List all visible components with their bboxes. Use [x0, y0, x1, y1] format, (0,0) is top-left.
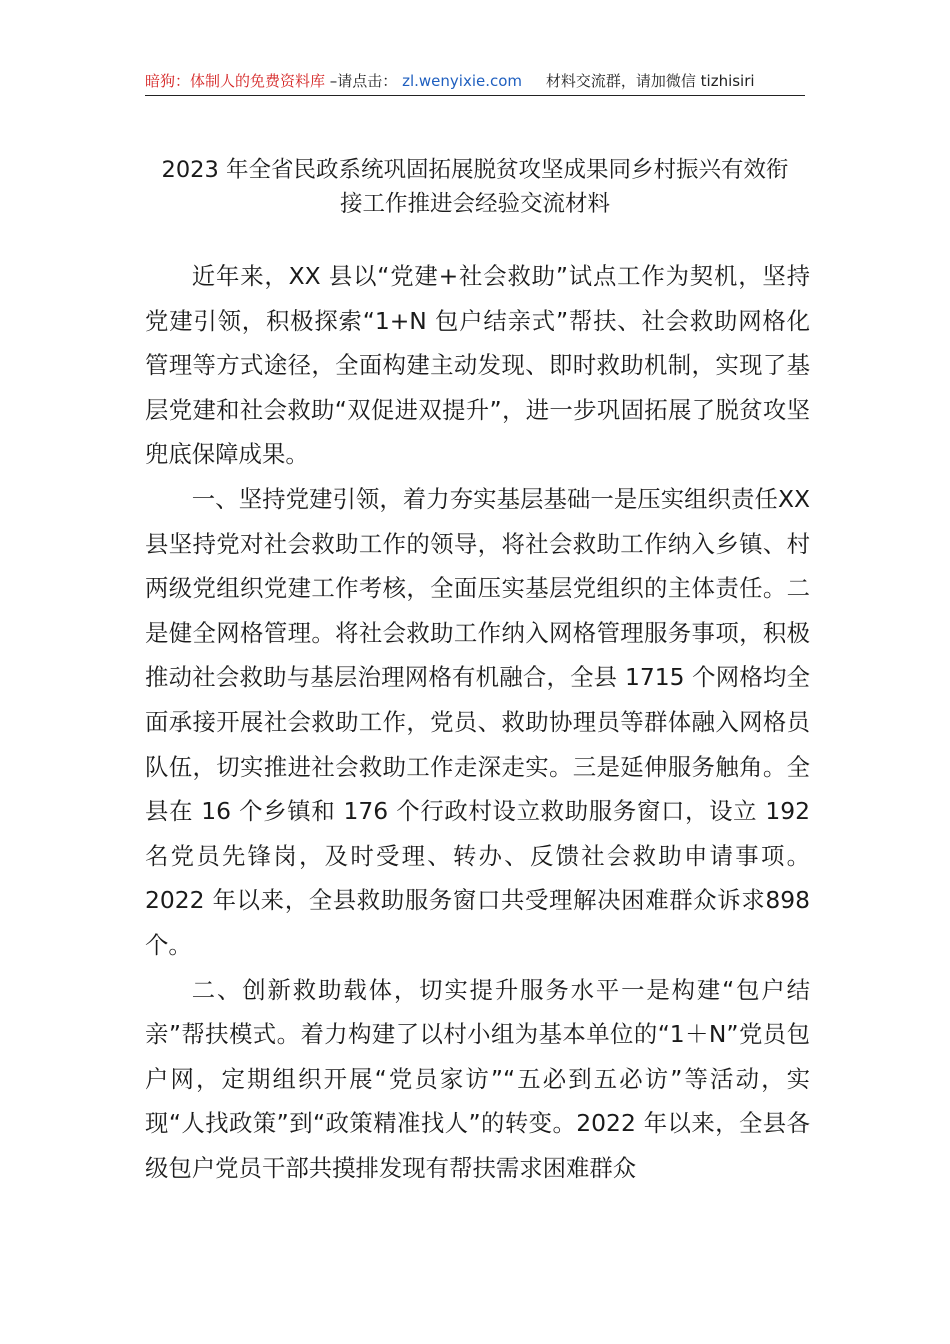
link-prompt: –请点击：	[329, 72, 398, 90]
paragraph-intro: 近年来，XX 县以“党建+社会救助”试点工作为契机，坚持党建引领，积极探索“1+N 包户结亲式”帮扶、社会救助网格化管理等方式途径，全面构建主动发现、即时救助机制，实现了基层党建和社会救助“双促进双提升”，进一步巩固拓展了脱贫攻坚兜底保障成果。	[145, 262, 810, 469]
title-line-1: 2023 年全省民政系统巩固拓展脱贫攻坚成果同乡村振兴有效衔	[161, 157, 789, 183]
document-title	[135, 153, 815, 221]
header-divider	[145, 95, 805, 96]
site-link[interactable]: zl.wenyixie.com	[402, 72, 523, 90]
paragraph-section-1: 一、坚持党建引领，着力夯实基层基础一是压实组织责任XX 县坚持党对社会救助工作的领导，将社会救助工作纳入乡镇、村两级党组织党建工作考核，全面压实基层党组织的主体责任。二是健全网格管理。将社会救助工作纳入网格管理服务事项，积极推动社会救助与基层治理网格有机融合，全县 1715 个网格均全面承接开展社会救助工作，党员、救助协理员等群体融入网格员队伍，切实推进社会救助工作走深走实。三是延伸服务触角。全县在 16 个乡镇和 176 个行政村设立救助服务窗口，设立 192 名党员先锋岗，及时受理、转办、反馈社会救助申请事项。2022 年以来，全县救助服务窗口共受理解决困难群众诉求898 个。	[145, 484, 810, 959]
title-line-2: 接工作推进会经验交流材料	[339, 191, 610, 217]
group-note: 材料交流群，请加微信 tizhisiri	[545, 72, 755, 90]
page-header	[145, 70, 805, 92]
paragraph-section-2: 二、创新救助载体，切实提升服务水平一是构建“包户结亲”帮扶模式。着力构建了以村小组为基本单位的“1＋N”党员包户网，定期组织开展“党员家访”“五必到五必访”等活动，实现“人找政策”到“政策精准找人”的转变。2022 年以来，全县各级包户党员干部共摸排发现有帮扶需求困难群众	[145, 975, 810, 1182]
document-body	[145, 254, 810, 1190]
site-name: 暗狗：体制人的免费资料库	[145, 72, 326, 90]
